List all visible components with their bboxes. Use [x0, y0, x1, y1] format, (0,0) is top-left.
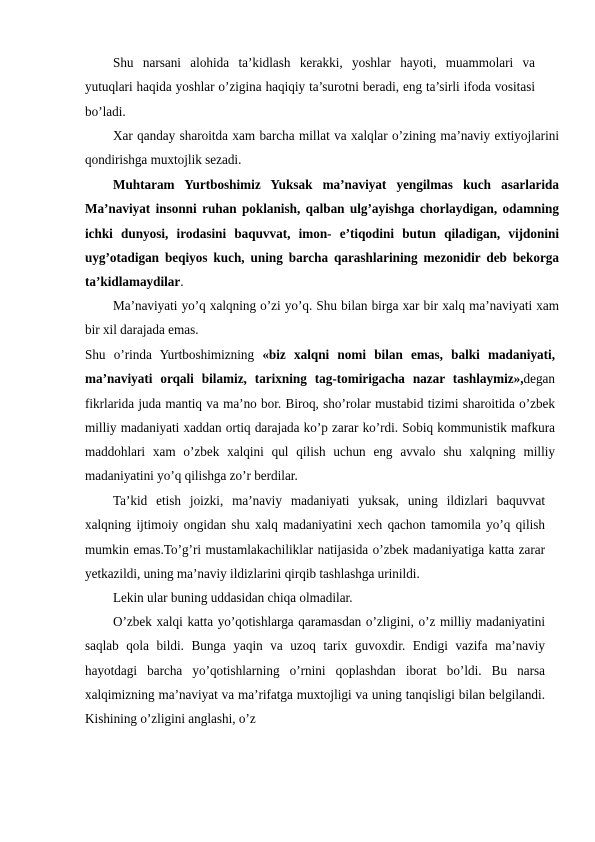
paragraph-5 [85, 343, 555, 489]
paragraph-3-end: . [180, 274, 184, 290]
paragraph-4 [85, 294, 559, 343]
paragraph-7-text: Lekin ular buning uddasidan chiqa olmadilar. [113, 590, 353, 605]
paragraph-8 [85, 610, 545, 731]
paragraph-5-start: Shu o’rinda Yurtboshimizning [85, 347, 263, 362]
paragraph-3-bold-text: Muhtaram Yurtboshimiz Yuksak ma’naviyat yengilmas kuch asarlarida Ma’naviyat insonni ruhan poklanish, qalban ulg’ayishga chorlaydigan, odamning ichki dunyosi, irodasini baquvvat, imon- e’tiqodini butun qiladigan, vijdonini uyg’otadigan beqiyos kuch, uning barcha qarashlarining mezonidir deb bekorga ta’kidlamaydilar [85, 177, 559, 290]
paragraph-4-text: Ma’naviyati yo’q xalqning o’zi yo’q. Shu bilan birga xar bir xalq ma’naviyati xam bir xil darajada emas. [85, 298, 559, 338]
paragraph-7 [85, 586, 545, 610]
paragraph-2 [85, 124, 559, 173]
paragraph-1 [85, 51, 535, 124]
paragraph-3 [85, 173, 559, 294]
paragraph-5-end: degan fikrlarida juda mantiq va ma’no bor. Biroq, sho’rolar mustabid tizimi sharoitida o’zbek milliy madaniyati xaddan ortiq darajada ko’p zarar ko’rdi. Sobiq kommunistik mafkura maddohlari xam o’zbek xalqini qul qilish uchun eng avvalo shu xalqning milliy madaniyatini yo’q qilishga zo’r berdilar. [85, 371, 555, 484]
paragraph-6 [85, 489, 545, 586]
paragraph-2-text: Xar qanday sharoitda xam barcha millat va xalqlar o’zining ma’naviy extiyojlarini qondirishga muxtojlik sezadi. [85, 128, 559, 168]
paragraph-6-text: Ta’kid etish joizki, ma’naviy madaniyati yuksak, uning ildizlari baquvvat xalqning ijtimoiy ongidan shu xalq madaniyatini xech qachon tamomila yo’q qilish mumkin emas.To’g’ri mustamlakachiliklar natijasida o’zbek madaniyatiga katta zarar yetkazildi, uning ma’naviy ildizlarini qirqib tashlashga urinildi. [85, 493, 545, 581]
paragraph-8-text: O’zbek xalqi katta yo’qotishlarga qaramasdan o’zligini, o’z milliy madaniyatini saqlab qola bildi. Bunga yaqin va uzoq tarix guvoxdir. Endigi vazifa ma’naviy hayotdagi barcha yo’qotishlarning o’rnini qoplashdan iborat bo’ldi. Bu narsa xalqimizning ma’naviyat va ma’rifatga muxtojligi va uning tanqisligi bilan belgilandi. Kishining o’zligini anglashi, o’z [85, 614, 545, 727]
paragraph-1-text: Shu narsani alohida ta’kidlash kerakki, yoshlar hayoti, muammolari va yutuqlari haqida yoshlar o’zigina haqiqiy ta’surotni beradi, eng ta’sirli ifoda vositasi bo’ladi. [85, 55, 535, 119]
paragraph-5-quote: «biz xalqni nomi bilan emas, balki madaniyati, ma’naviyati orqali bilamiz, tarixning tag-tomirigacha nazar tashlaymiz», [85, 347, 556, 387]
